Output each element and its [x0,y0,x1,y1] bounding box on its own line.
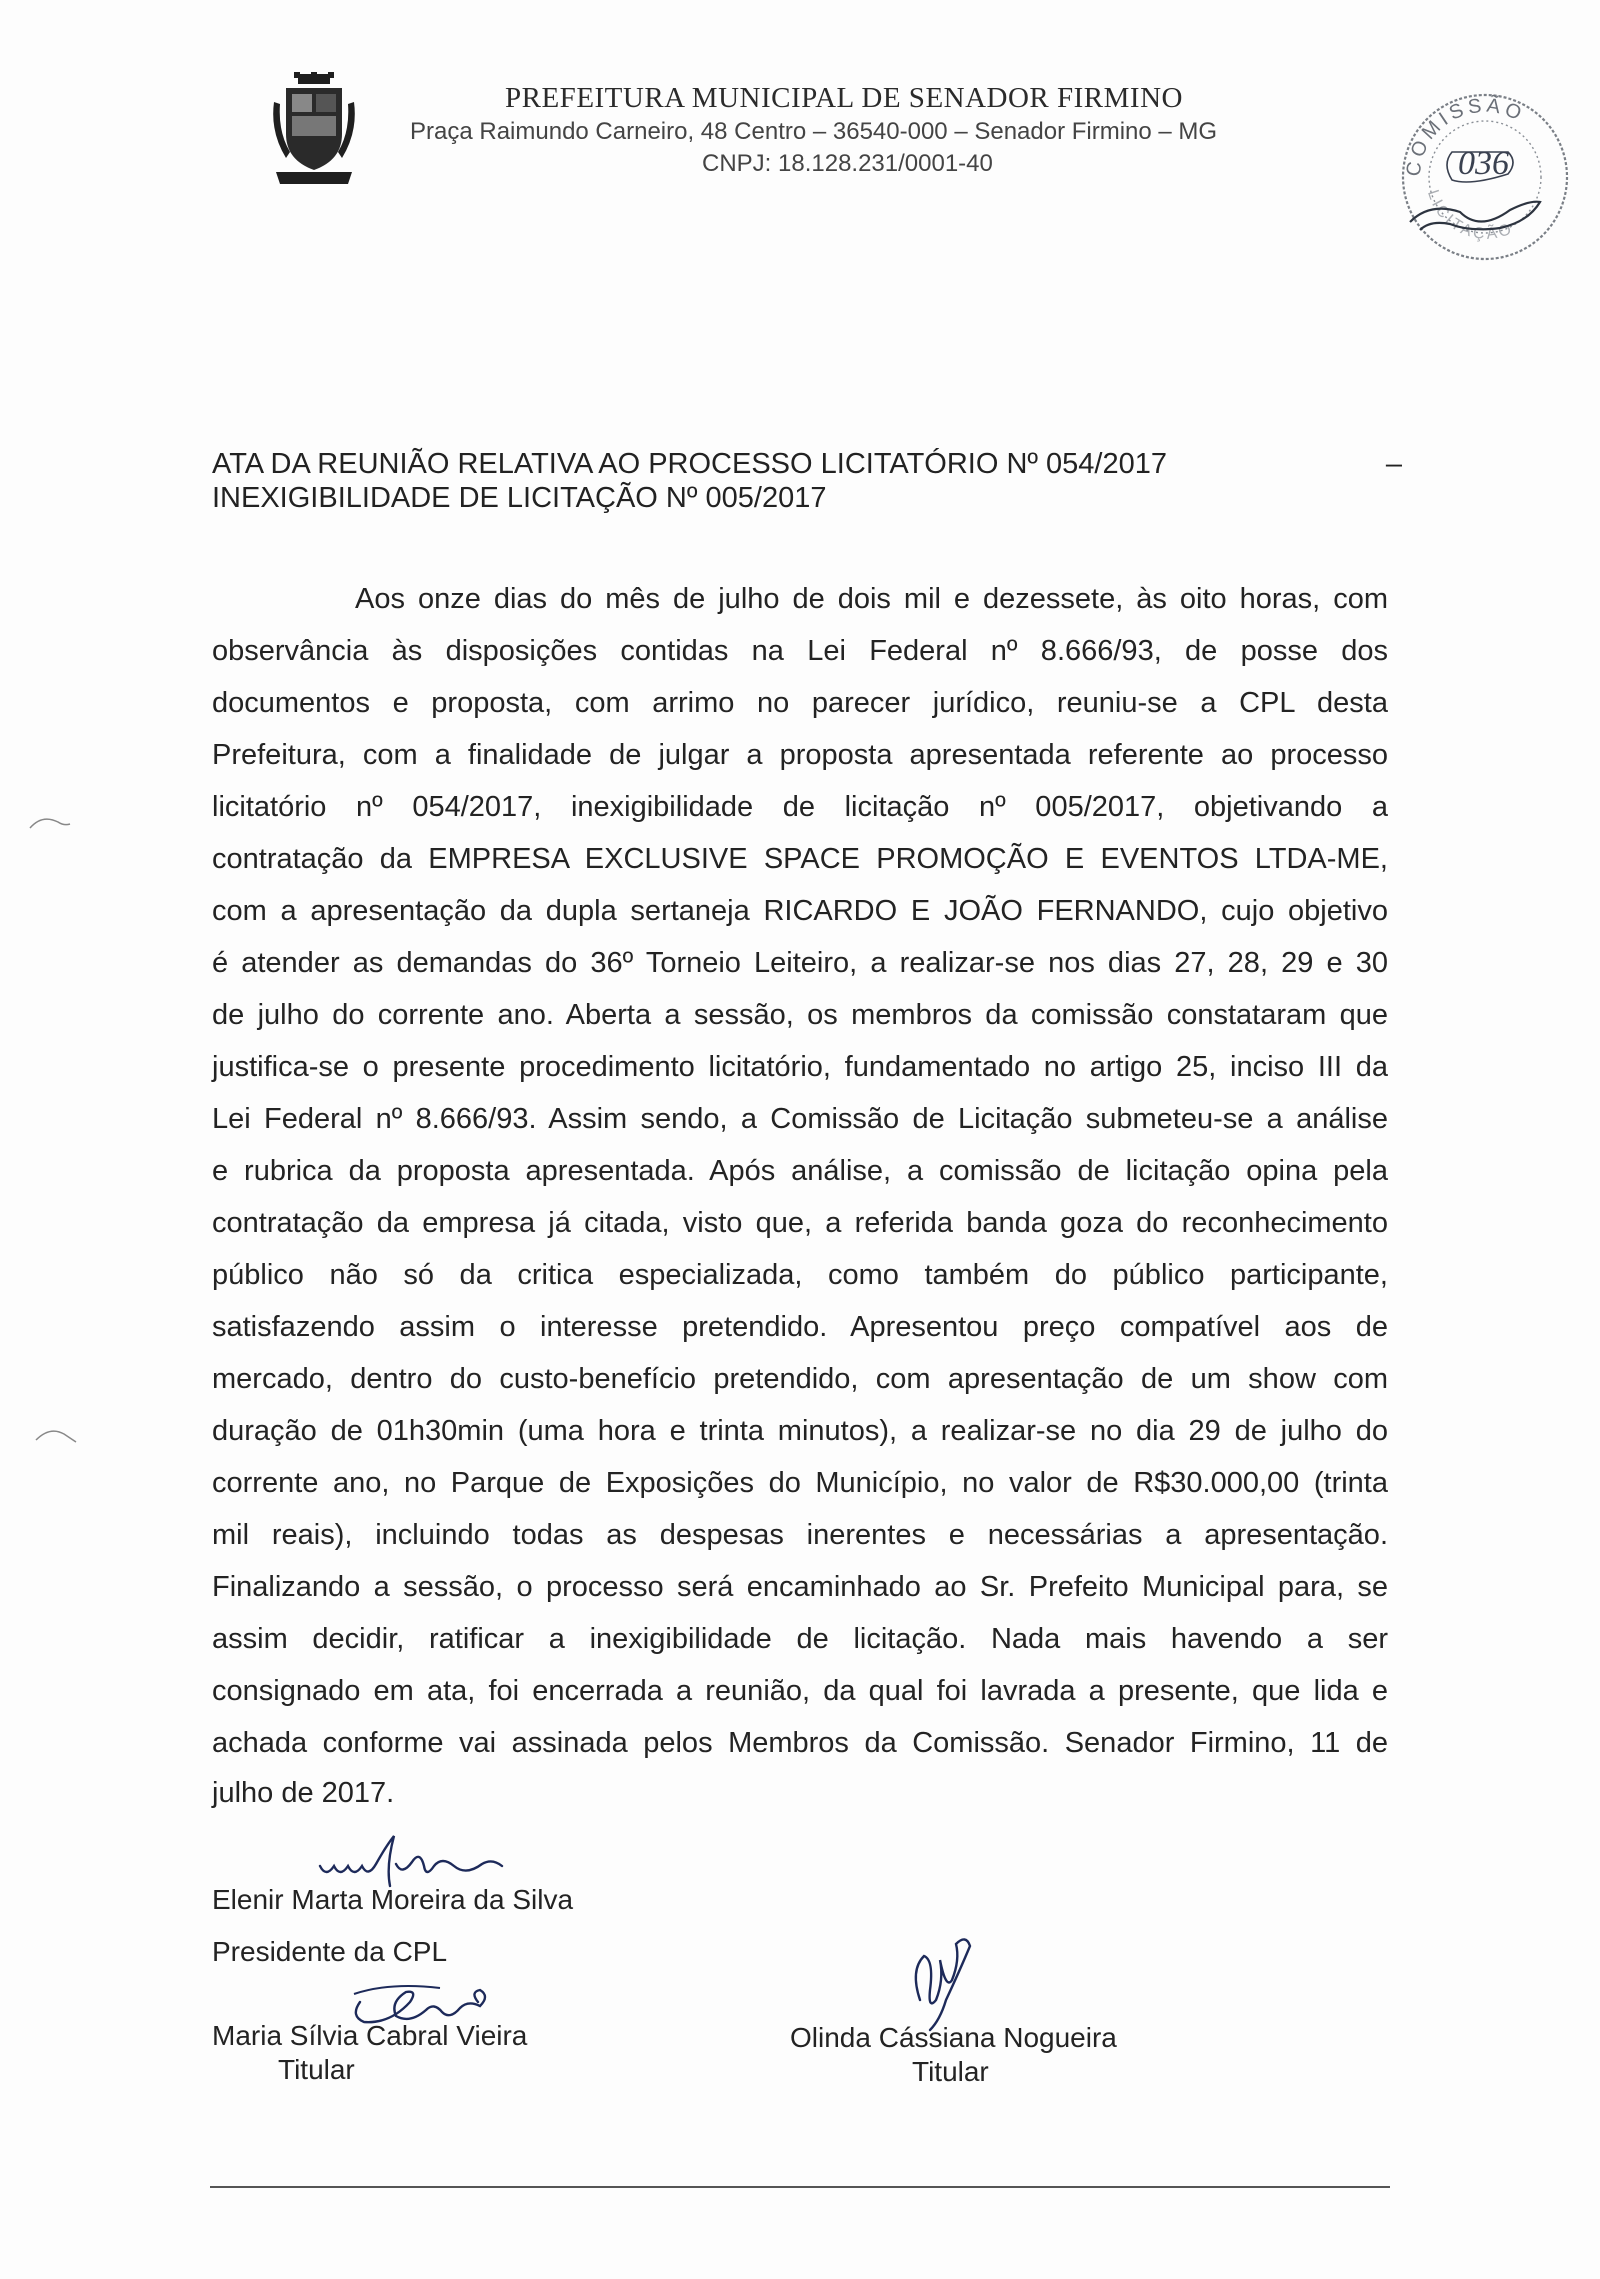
document-title [212,447,1402,515]
member2-role: Titular [912,2056,989,2087]
body-line: julho de 2017. [212,1777,395,1809]
title-line-1: ATA DA REUNIÃO RELATIVA AO PROCESSO LICITATÓRIO Nº 054/2017 [212,448,1168,480]
body-line: Prefeitura, com a finalidade de julgar a proposta apresentada referente ao processo [212,739,1388,771]
body-line: público não só da critica especializada, como também do público participante, [212,1259,1388,1291]
stamp-top-text: COMISSÃO [1402,94,1529,178]
body-line: Lei Federal nº 8.666/93. Assim sendo, a Comissão de Licitação submeteu-se a análise [212,1103,1388,1135]
body-line: observância às disposições contidas na Lei Federal nº 8.666/93, de posse dos [212,635,1388,667]
body-line: licitatório nº 054/2017, inexigibilidade de licitação nº 005/2017, objetivando a [212,791,1388,823]
stamp-number: 036 [1458,145,1509,182]
member1-name: Maria Sílvia Cabral Vieira [212,2020,528,2051]
body-line: Aos onze dias do mês de julho de dois mil e dezessete, às oito horas, com [355,583,1388,615]
organization-address: Praça Raimundo Carneiro, 48 Centro – 36540-000 – Senador Firmino – MG [410,118,1218,145]
body-line: contratação da EMPRESA EXCLUSIVE SPACE PROMOÇÃO E EVENTOS LTDA-ME, [212,843,1388,875]
body-line: de julho do corrente ano. Aberta a sessão, os membros da comissão constataram que [212,999,1388,1031]
body-line: mil reais), incluindo todas as despesas inerentes e necessárias a apresentação. [212,1519,1388,1551]
organization-cnpj: CNPJ: 18.128.231/0001-40 [702,150,993,177]
body-line: mercado, dentro do custo-benefício pretendido, com apresentação de um show com [212,1363,1388,1395]
body-line: e rubrica da proposta apresentada. Após análise, a comissão de licitação opina pela [212,1155,1388,1187]
body-line: assim decidir, ratificar a inexigibilidade de licitação. Nada mais havendo a ser [212,1623,1388,1655]
commission-stamp [1390,82,1580,272]
president-role: Presidente da CPL [212,1936,448,1967]
body-line: achada conforme vai assinada pelos Membros da Comissão. Senador Firmino, 11 de [212,1727,1388,1759]
scan-margin-mark [34,1426,78,1446]
body-line: é atender as demandas do 36º Torneio Leiteiro, a realizar-se nos dias 27, 28, 29 e 30 [212,947,1388,979]
body-line: com a apresentação da dupla sertaneja RICARDO E JOÃO FERNANDO, cujo objetivo [212,895,1388,927]
organization-name: PREFEITURA MUNICIPAL DE SENADOR FIRMINO [505,82,1183,114]
body-line: Finalizando a sessão, o processo será encaminhado ao Sr. Prefeito Municipal para, se [212,1571,1388,1603]
title-dash: – [1385,448,1402,480]
member2-name: Olinda Cássiana Nogueira [790,2022,1117,2053]
member1-role: Titular [278,2054,355,2085]
body-line: documentos e proposta, com arrimo no parecer jurídico, reuniu-se a CPL desta [212,687,1388,719]
president-name: Elenir Marta Moreira da Silva [212,1884,574,1915]
body-line: corrente ano, no Parque de Exposições do Município, no valor de R$30.000,00 (trinta [212,1467,1388,1499]
footer-divider [210,2186,1390,2188]
stamp-bottom-text: LICITAÇÃO [1423,187,1517,244]
body-line: contratação da empresa já citada, visto que, a referida banda goza do reconhecimento [212,1207,1388,1239]
scan-margin-mark [28,812,72,832]
body-line: satisfazendo assim o interesse pretendido. Apresentou preço compatível aos de [212,1311,1388,1343]
title-line-2: INEXIGIBILIDADE DE LICITAÇÃO Nº 005/2017 [212,482,827,514]
coat-of-arms-icon [268,72,360,190]
body-line: duração de 01h30min (uma hora e trinta minutos), a realizar-se no dia 29 de julho do [212,1415,1388,1447]
body-line: consignado em ata, foi encerrada a reunião, da qual foi lavrada a presente, que lida e [212,1675,1388,1707]
body-line: justifica-se o presente procedimento licitatório, fundamentado no artigo 25, inciso III da [212,1051,1388,1083]
